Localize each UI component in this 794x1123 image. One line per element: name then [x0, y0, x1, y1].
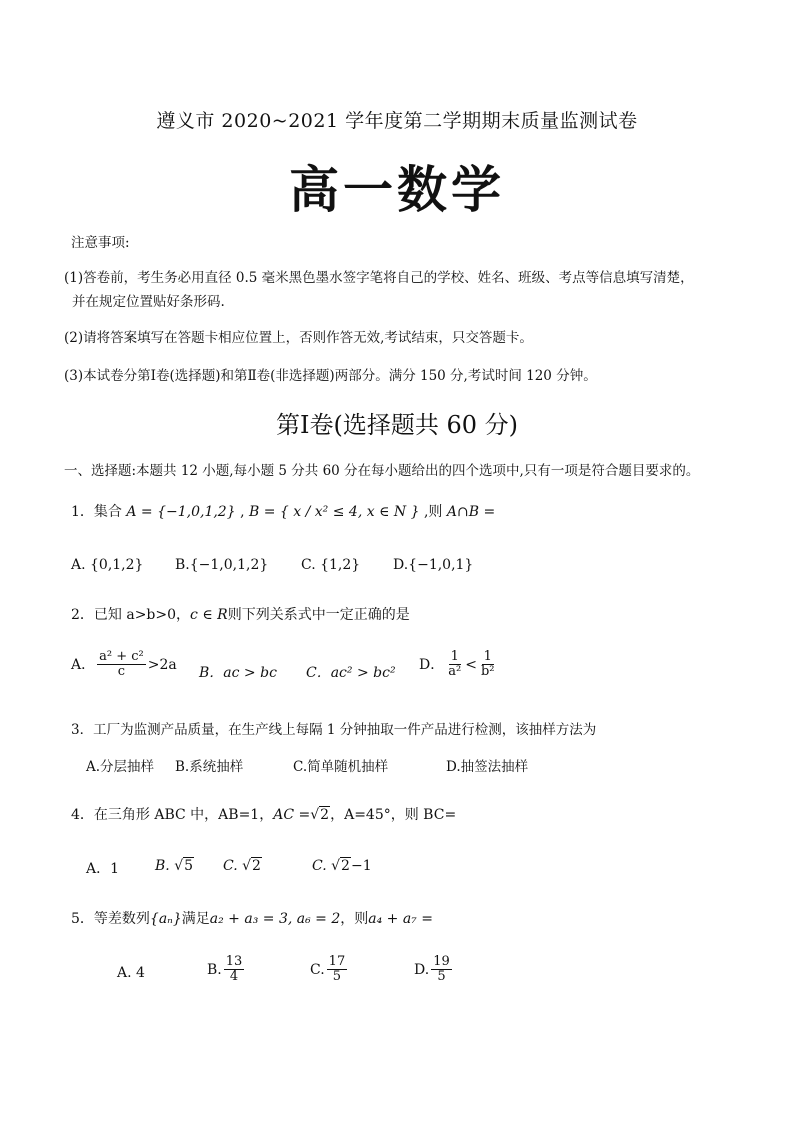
question-2-stem: [71, 604, 410, 624]
q5-option-b-fraction: [224, 955, 245, 985]
question-3-stem: 3．工厂为监测产品质量，在生产线上每隔 1 分钟抽取一件产品进行检测，该抽样方法为: [71, 722, 597, 738]
q5-condition: a₂ + a₃ = 3, a₆ = 2: [209, 911, 341, 927]
q1-option-a: A. {0,1,2}: [71, 557, 144, 573]
q1-text-a: 1．集合: [71, 504, 127, 520]
q2-option-d-denominator-2: b²: [480, 664, 495, 680]
note-item-3: (3)本试卷分第Ⅰ卷(选择题)和第Ⅱ卷(非选择题)两部分。满分 150 分,考试时间 120 分钟。: [64, 368, 597, 384]
q2-option-c: C．ac² > bc²: [306, 665, 396, 681]
q5-sequence: {aₙ}: [149, 911, 182, 927]
q1-comma: ,: [235, 504, 249, 520]
q4-text-b: ，A=45°，则 BC=: [330, 807, 457, 823]
q4-option-b-radicand: 5: [184, 858, 194, 874]
q4-option-d-tail: −1: [350, 858, 372, 874]
q4-option-d-label: C.: [312, 858, 327, 874]
q1-expr: A∩B =: [446, 504, 496, 520]
q2-option-a-tail: >2a: [147, 656, 177, 673]
q4-option-b: [155, 858, 194, 874]
q1-option-c: C. {1,2}: [301, 557, 361, 573]
q2-option-d-numerator-1: 1: [450, 649, 459, 664]
q5-text-b: 满足: [181, 911, 210, 927]
q2-option-a-fraction: [97, 650, 146, 680]
q2-option-d-fraction-1: [446, 650, 463, 680]
question-1-options: [71, 557, 711, 581]
exam-subtitle: 遵义市 2020~2021 学年度第二学期期末质量监测试卷: [156, 110, 638, 132]
q5-option-b: [207, 955, 246, 985]
section-title: 第Ⅰ卷(选择题共 60 分): [275, 411, 518, 439]
q5-option-d: [414, 955, 454, 985]
q5-expr: a₄ + a₇ =: [368, 911, 433, 927]
q4-option-d-radicand: 2: [341, 858, 350, 874]
q3-option-b: B.系统抽样: [175, 759, 244, 775]
question-3-options: [86, 755, 646, 779]
q4-ac-label: AC =: [273, 807, 311, 823]
q4-text-a: 4．在三角形 ABC 中，AB=1，: [71, 807, 274, 823]
q5-option-b-denominator: 4: [229, 969, 239, 985]
q5-text-a: 5．等差数列: [71, 911, 150, 927]
q4-option-b-label: B.: [155, 858, 170, 874]
question-5-stem: [71, 908, 433, 928]
q5-option-d-denominator: 5: [437, 969, 446, 985]
q2-option-a-numerator: a² + c²: [99, 649, 144, 664]
q2-option-b: B．ac > bc: [199, 665, 277, 681]
q4-option-d: [312, 858, 372, 874]
q3-option-a: A.分层抽样: [86, 759, 155, 775]
section-intro: 一、选择题:本题共 12 小题,每小题 5 分共 60 分在每小题给出的四个选项中,只有一项是符合题目要求的。: [64, 463, 700, 479]
question-4-options: [86, 858, 526, 882]
q4-ac-radicand: 2: [320, 807, 330, 823]
q5-option-c-numerator: 17: [328, 954, 346, 969]
q2-option-d: [419, 650, 498, 680]
question-5-options: [117, 955, 517, 999]
notes-heading: 注意事项:: [71, 235, 130, 251]
q5-option-a: A. 4: [117, 965, 145, 981]
q5-option-c-label: C.: [310, 961, 325, 978]
q5-option-d-numerator: 19: [433, 954, 450, 969]
q5-option-d-fraction: [431, 955, 452, 985]
question-4-stem: [71, 804, 456, 824]
note-item-1-line-1: (1)答卷前，考生务必用直径 0.5 毫米黑色墨水签字笔将自己的学校、姓名、班级、考点等信息填写清楚，: [64, 270, 694, 286]
q4-option-b-sqrt: √5: [174, 858, 194, 874]
q4-option-a: A．1: [86, 861, 120, 877]
q2-option-d-fraction-2: [479, 650, 497, 680]
exam-title: 高一数学: [289, 160, 505, 219]
q5-option-b-numerator: 13: [225, 954, 243, 969]
q4-ac-sqrt: √2: [310, 807, 330, 823]
q2-text-a: 2．已知 a>b>0，: [71, 607, 191, 623]
q2-condition: c ∈ R: [190, 607, 228, 623]
q1-text-b: ,则: [419, 504, 447, 520]
note-item-1-line-2: 并在规定位置贴好条形码.: [72, 294, 225, 310]
question-2-options: [71, 650, 731, 694]
q3-option-c: C.简单随机抽样: [293, 759, 389, 775]
q1-option-b: B.{−1,0,1,2}: [175, 557, 269, 573]
q1-option-d: D.{−1,0,1}: [393, 557, 474, 573]
q3-option-d: D.抽签法抽样: [446, 759, 529, 775]
q2-option-d-denominator-1: a²: [448, 664, 462, 680]
q2-option-a-label: A．: [71, 656, 96, 673]
question-1-stem: [71, 501, 495, 521]
q4-option-d-sqrt: √2: [331, 858, 350, 874]
q2-option-a-denominator: c: [117, 664, 126, 680]
q5-option-c: [310, 955, 349, 985]
q4-option-c: [223, 858, 262, 874]
note-item-2: (2)请将答案填写在答题卡相应位置上，否则作答无效,考试结束，只交答题卡。: [64, 330, 533, 346]
q1-set-b: B = { x / x² ≤ 4, x ∈ N }: [248, 504, 420, 520]
q1-set-a: A = {−1,0,1,2}: [126, 504, 236, 520]
q2-option-d-numerator-2: 1: [483, 649, 492, 664]
q5-option-c-denominator: 5: [332, 969, 342, 985]
q5-option-d-label: D.: [414, 961, 430, 978]
q5-text-c: ，则: [340, 911, 369, 927]
q4-option-c-radicand: 2: [252, 858, 261, 874]
q5-option-b-label: B.: [207, 961, 222, 978]
q4-option-c-sqrt: √2: [242, 858, 261, 874]
q2-option-d-less-than: <: [465, 656, 477, 673]
note-item-1: [64, 266, 734, 314]
q2-option-d-label: D．: [419, 656, 445, 673]
q2-option-a: [71, 650, 177, 680]
q2-text-b: 则下列关系式中一定正确的是: [227, 607, 410, 623]
q4-option-c-label: C.: [223, 858, 238, 874]
q5-option-c-fraction: [327, 955, 348, 985]
